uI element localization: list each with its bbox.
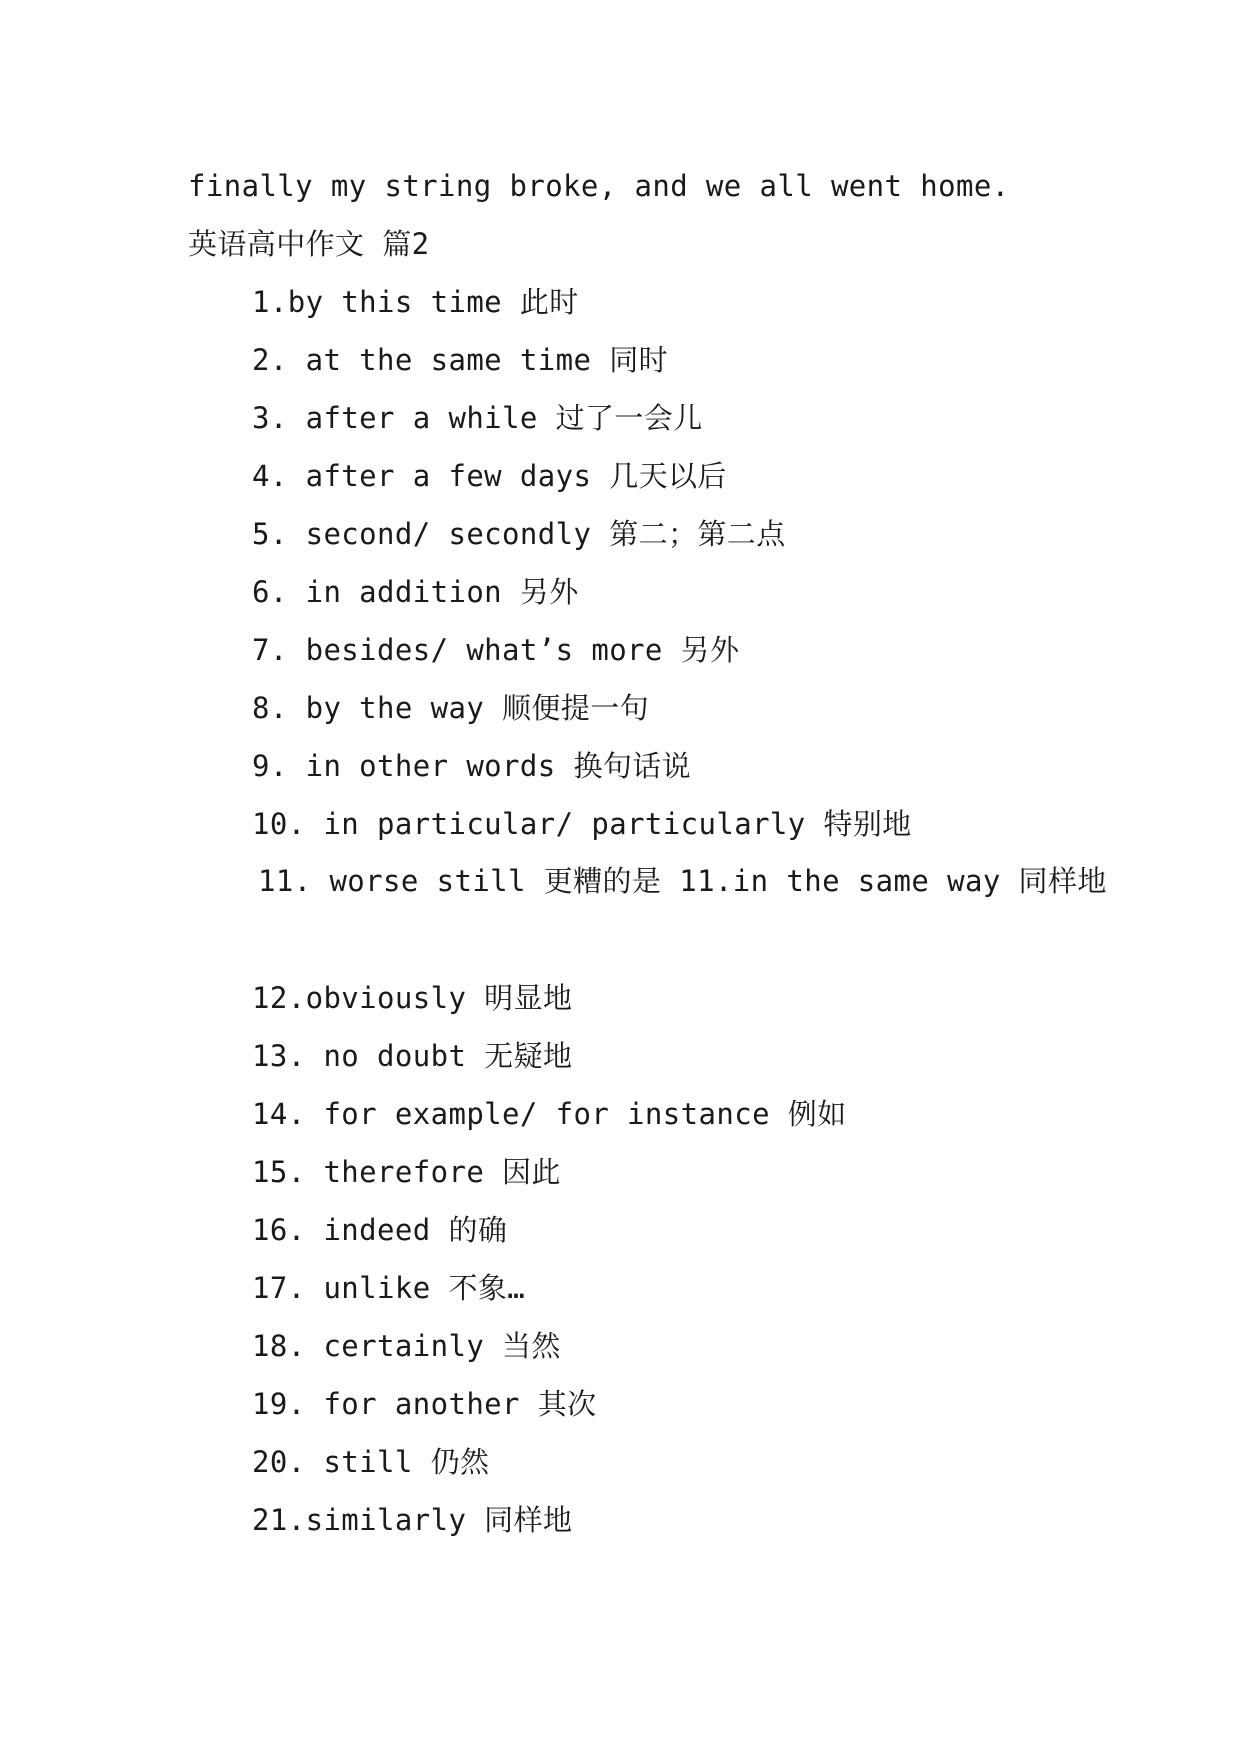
list-item: 15. therefore 因此 <box>252 1155 561 1189</box>
list-item: 9. in other words 换句话说 <box>252 749 692 783</box>
list-item: 20. still 仍然 <box>252 1445 490 1479</box>
section-heading: 英语高中作文 篇2 <box>188 227 430 261</box>
list-item: 10. in particular/ particularly 特别地 <box>252 807 912 841</box>
list-item: 4. after a few days 几天以后 <box>252 459 727 493</box>
intro-line: finally my string broke, and we all went home. <box>188 169 1010 203</box>
list-item: 16. indeed 的确 <box>252 1213 508 1247</box>
list-item: 12.obviously 明显地 <box>252 981 573 1015</box>
list-item: 5. second/ secondly 第二；第二点 <box>252 517 786 551</box>
list-item: 13. no doubt 无疑地 <box>252 1039 573 1073</box>
list-item: 7. besides/ what’s more 另外 <box>252 633 740 667</box>
list-item: 6. in addition 另外 <box>252 575 579 609</box>
list-item: 1.by this time 此时 <box>252 285 579 319</box>
list-item: 18. certainly 当然 <box>252 1329 561 1363</box>
list-item: 21.similarly 同样地 <box>252 1503 573 1537</box>
list-item: 17. unlike 不象… <box>252 1271 526 1305</box>
list-item: 11. worse still 更糟的是 11.in the same way 同样地 <box>258 864 1107 898</box>
list-item: 8. by the way 顺便提一句 <box>252 691 650 725</box>
list-item: 2. at the same time 同时 <box>252 343 668 377</box>
list-item: 3. after a while 过了一会儿 <box>252 401 703 435</box>
list-item: 14. for example/ for instance 例如 <box>252 1097 847 1131</box>
list-item: 19. for another 其次 <box>252 1387 597 1421</box>
